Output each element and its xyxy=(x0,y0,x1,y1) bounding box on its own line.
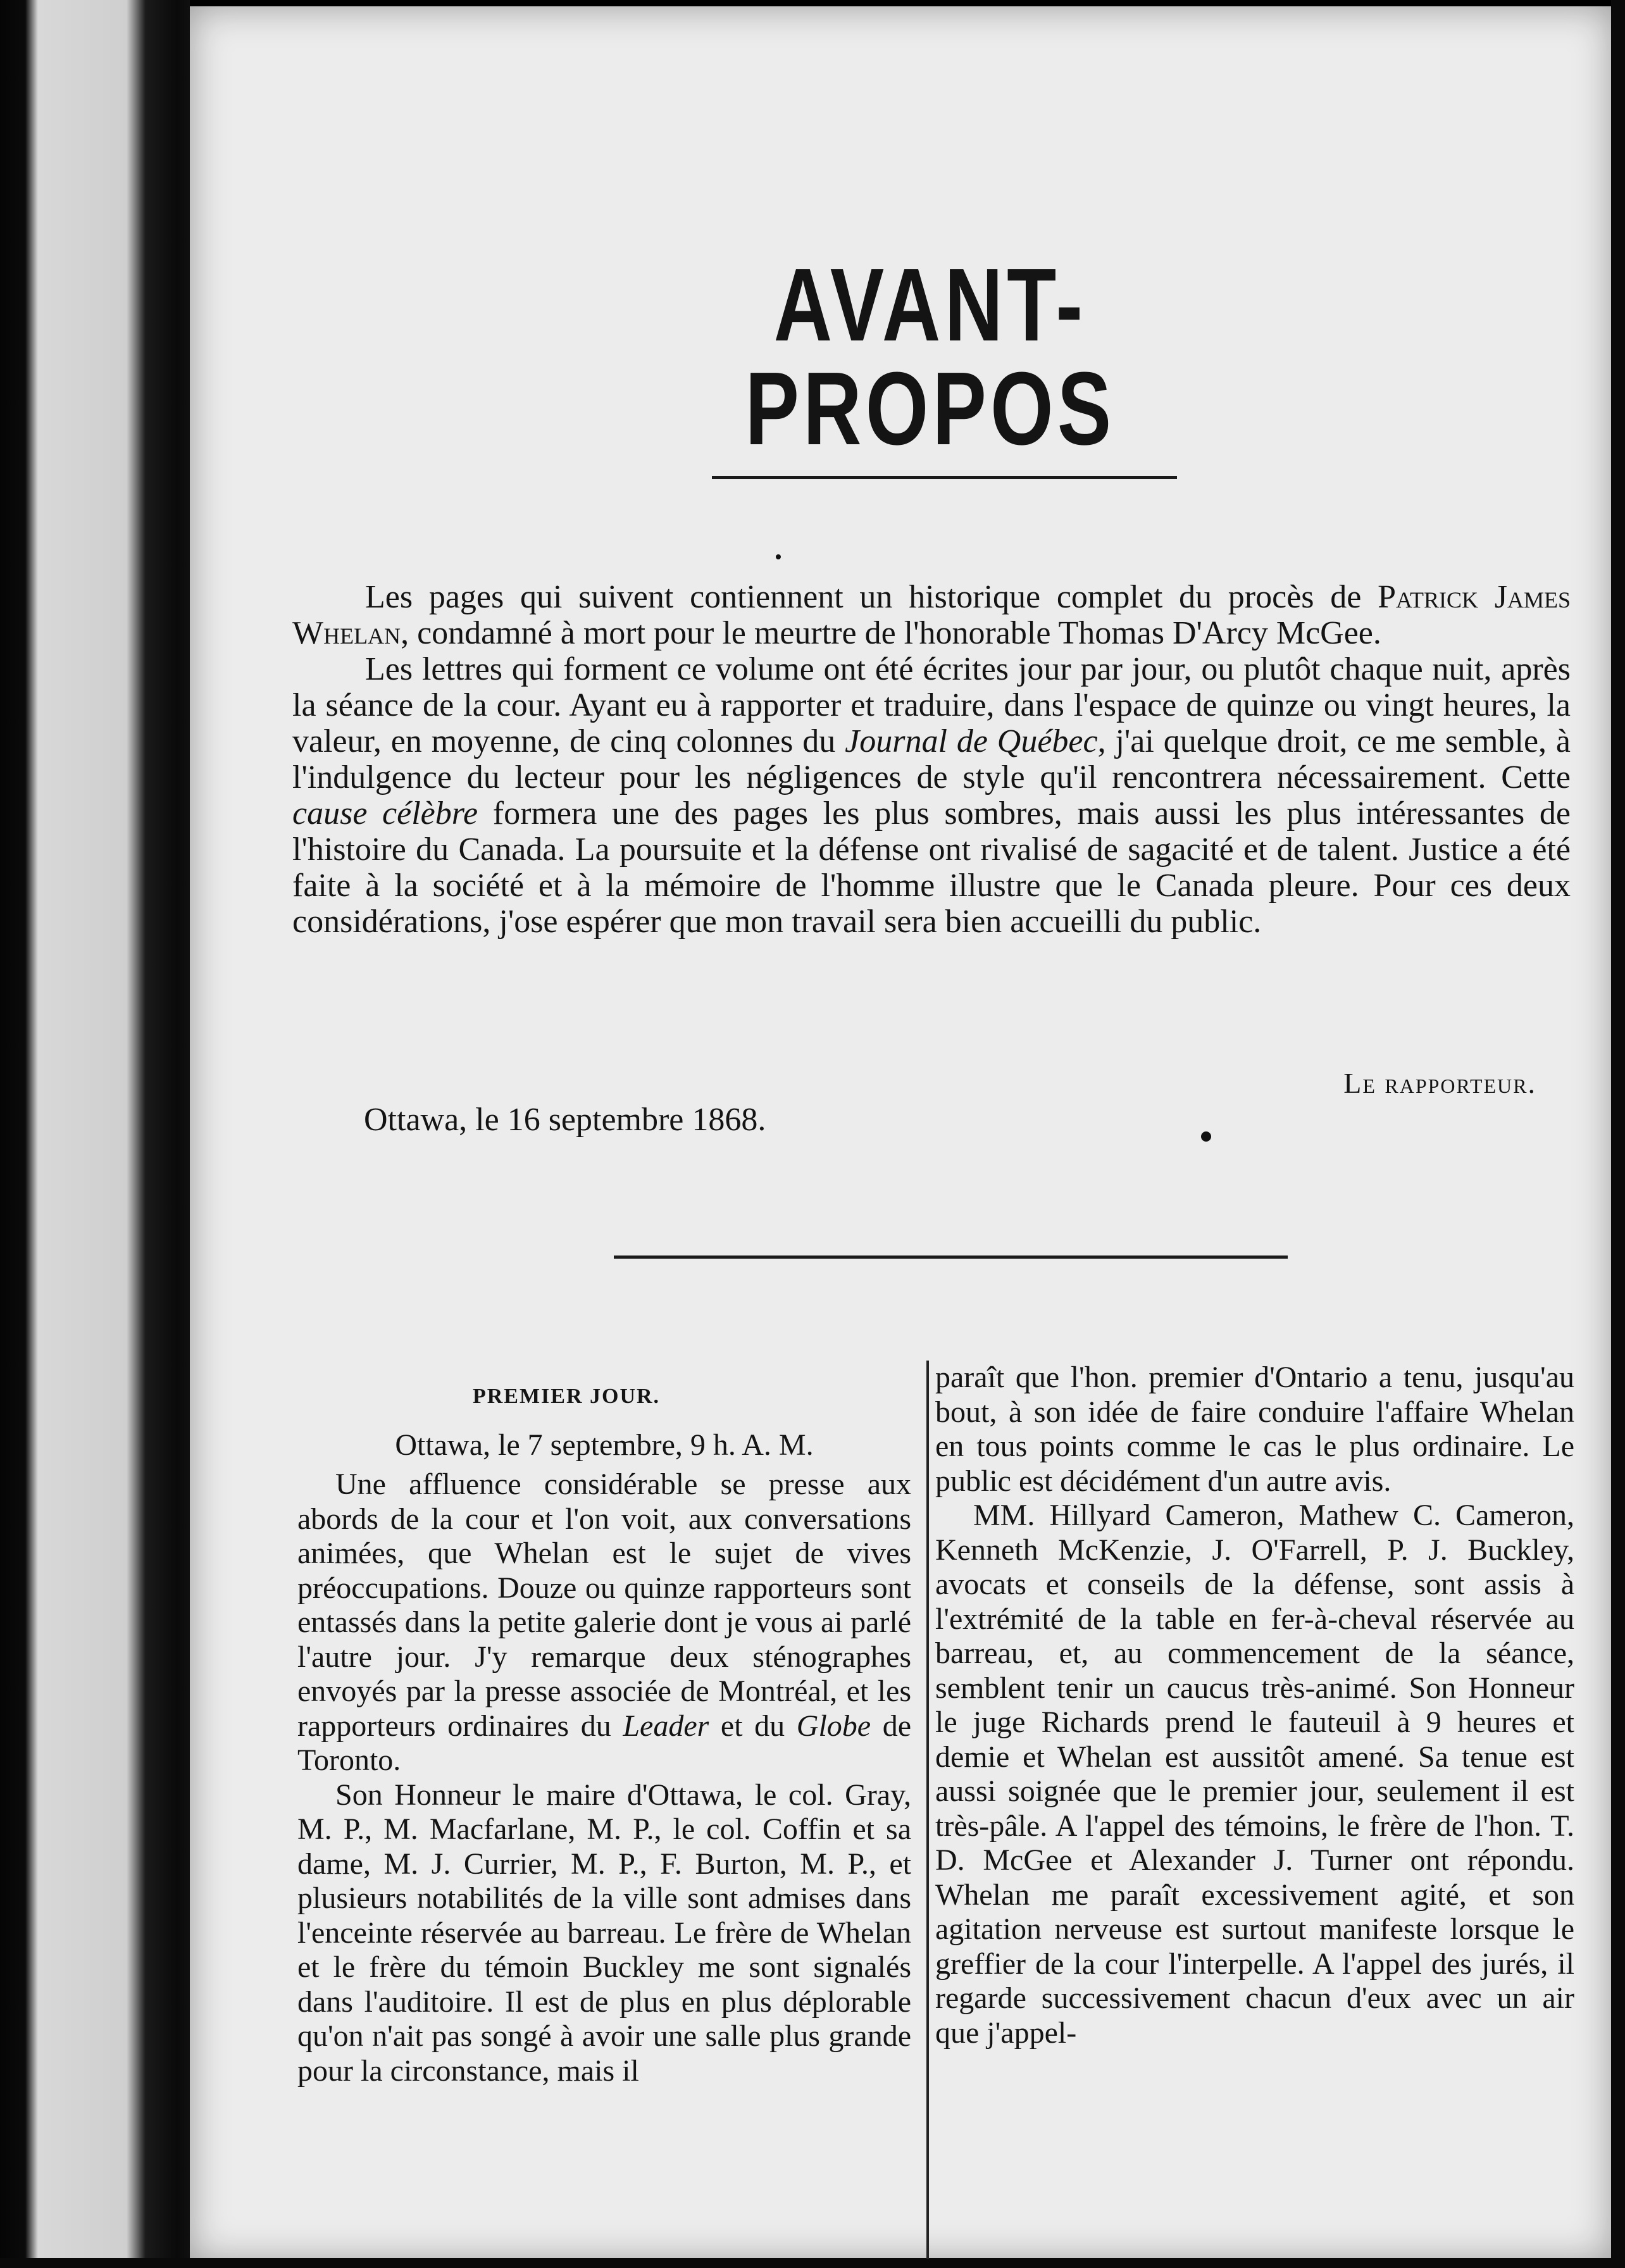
paragraph: Son Honneur le maire d'Ottawa, le col. Gray, M. P., M. Macfarlane, M. P., le col. Coffin et sa dame, M. J. Currier, M. P., F. Burton, M. P., et plusieurs notabilités de la ville sont admises dans l'enceinte réservée au barreau. Le frère de Whelan et le frère du témoin Buckley me sont signalés dans l'auditoire. Il est de plus en plus déplorable qu'on n'ait pas songé à avoir une salle plus grande pour la circonstance, mais il xyxy=(297,1778,911,2088)
print-dot xyxy=(1201,1131,1211,1142)
title-rule xyxy=(712,476,1177,479)
signature: Le rapporteur. xyxy=(1343,1067,1536,1099)
newspaper-globe: Globe xyxy=(796,1709,871,1743)
cause-celebre: cause célèbre xyxy=(292,795,478,832)
foreword-text xyxy=(292,579,1571,940)
section-rule xyxy=(614,1256,1288,1259)
section-dateline: Ottawa, le 7 septembre, 9 h. A. M. xyxy=(395,1428,814,1462)
print-speck xyxy=(776,554,781,559)
paragraph: paraît que l'hon. premier d'Ontario a tenu, jusqu'au bout, à son idée de faire conduire l'affaire Whelan en tous points comme le cas le plus ordinaire. Le public est décidément d'un autre avis. xyxy=(935,1361,1574,1498)
foreword-paragraph-1: Les pages qui suivent contiennent un historique complet du procès de Patrick James Whelan, condamné à mort pour le meurtre de l'honorable Thomas D'Arcy McGee. xyxy=(292,579,1571,651)
scan-margin-right xyxy=(1611,0,1625,2268)
scan-margin-bottom xyxy=(0,2258,1625,2268)
dateline: Ottawa, le 16 septembre 1868. xyxy=(364,1102,766,1138)
paragraph: MM. Hillyard Cameron, Mathew C. Cameron, Kenneth McKenzie, J. O'Farrell, P. J. Buckley, avocats et conseils de la défense, sont assis à l'extrémité de la table en fer-à-cheval réservée au barreau, et, au commencement de la séance, semblent tenir un caucus très-animé. Son Honneur le juge Richards prend le fauteuil à 9 heures et demie et Whelan est aussitôt amené. Sa tenue est aussi soignée que le premier jour, seulement il est très-pâle. A l'appel des témoins, le frère de l'hon. T. D. McGee et Alexander J. Turner ont répondu. Whelan me paraît excessivement agité, et son agitation nerveuse est surtout manifeste lorsque le greffier de la cour l'interpelle. A l'appel des jurés, il regarde successivement chacun d'eux avec un air que j'appel- xyxy=(935,1498,1574,2050)
journal-title: Journal de Québec xyxy=(845,723,1098,759)
scan-margin-left xyxy=(0,0,190,2268)
foreword-paragraph-2: Les lettres qui forment ce volume ont été écrites jour par jour, ou plutôt chaque nuit, après la séance de la cour. Ayant eu à rapporter et traduire, dans l'espace de quinze ou vingt heures, la valeur, en moyenne, de cinq colonnes du Journal de Québec, j'ai quelque droit, ce me semble, à l'indulgence du lecteur pour les négligences de style qu'il rencontrera nécessairement. Cette cause célèbre formera une des pages les plus sombres, mais aussi les plus intéressantes de l'histoire du Canada. La poursuite et la défense ont rivalisé de sagacité et de talent. Justice a été faite à la société et à la mémoire de l'homme illustre que le Canada pleure. Pour ces deux considérations, j'ose espérer que mon travail sera bien accueilli du public. xyxy=(292,651,1571,940)
column-right xyxy=(935,1361,1574,2050)
page-title: AVANT-PROPOS xyxy=(745,247,1116,466)
section-heading: PREMIER JOUR. xyxy=(472,1385,661,1408)
newspaper-leader: Leader xyxy=(623,1709,709,1743)
column-divider xyxy=(926,1361,929,2259)
paragraph: Une affluence considérable se presse aux abords de la cour et l'on voit, aux conversations animées, que Whelan est le sujet de vives préoccupations. Douze ou quinze rapporteurs sont entassés dans la petite galerie dont je vous ai parlé l'autre jour. J'y remarque deux sténographes envoyés par la presse associée de Montréal, et les rapporteurs ordinaires du Leader et du Globe de Toronto. xyxy=(297,1467,912,1777)
accused-name: Patrick James Whelan xyxy=(292,579,1571,651)
column-left xyxy=(297,1380,911,2088)
